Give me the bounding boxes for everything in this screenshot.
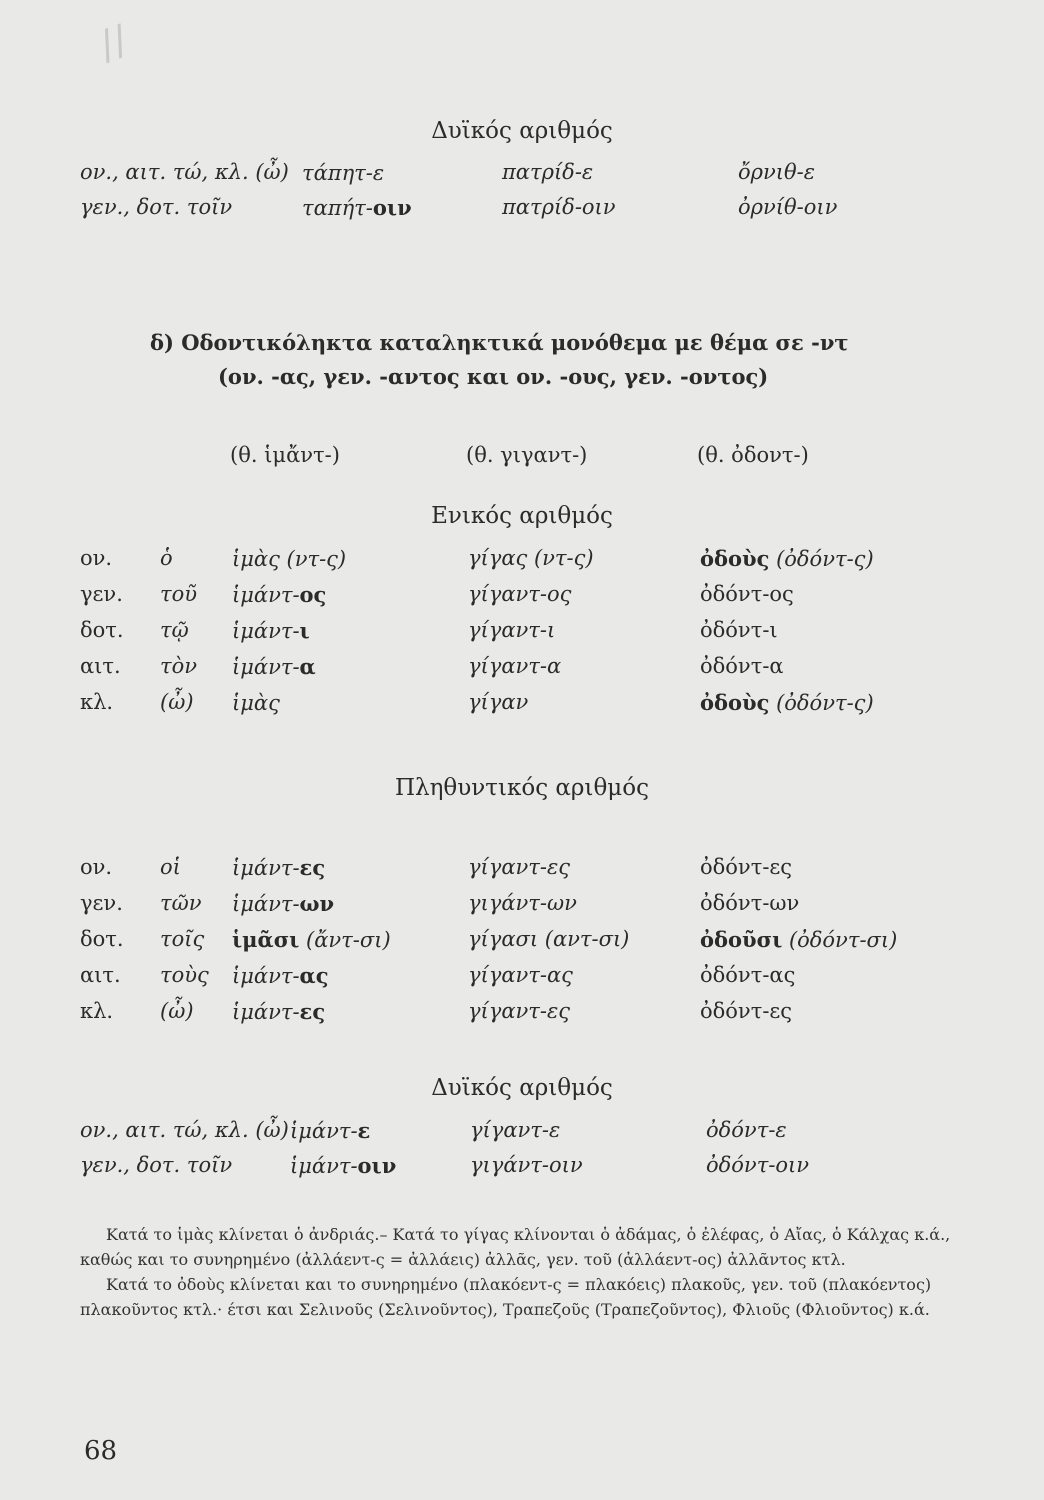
plural-row: [0, 891, 1044, 921]
case-label: κλ.: [80, 690, 114, 714]
case-label: δοτ.: [80, 618, 124, 642]
form-gigas: γίγαντ-ας: [468, 963, 573, 987]
case-label: κλ.: [80, 999, 114, 1023]
page-number: 68: [84, 1436, 118, 1466]
singular-row: [0, 546, 1044, 576]
scan-mark: //: [92, 16, 135, 70]
dual-top-row-2: [0, 195, 1044, 225]
case-label: γεν., δοτ. τοῖν: [80, 1153, 233, 1177]
case-label: αιτ.: [80, 963, 121, 987]
case-label: γεν.: [80, 891, 123, 915]
plural-row: [0, 963, 1044, 993]
form-odous: ὀδόντ-ες: [700, 855, 793, 879]
form-odous: ὀδοὺς (ὀδόντ-ς): [700, 546, 874, 571]
article: τὸν: [160, 654, 198, 678]
form-gigas: γίγας (ντ-ς): [468, 546, 594, 570]
article: τοὺς: [160, 963, 209, 987]
form-imas: ἱμάντ-ος: [232, 582, 327, 607]
form-odous: ὀδόντ-ος: [700, 582, 794, 606]
stem-imas: (θ. ἱμἄντ-): [230, 443, 340, 467]
form-odous: ὀδόντ-ι: [700, 618, 778, 642]
form-gigas: γίγαντ-ε: [470, 1118, 561, 1142]
dual-heading-bottom: Δυϊκός αριθμός: [431, 1075, 613, 1101]
case-label: ον., αιτ. τώ, κλ. (ὦ): [80, 160, 289, 184]
form-imas: ἱμὰς (ντ-ς): [232, 547, 347, 571]
form-odous: ὀδόντ-ων: [700, 891, 800, 915]
form-ornis: ὄρνιθ-ε: [738, 160, 815, 184]
form-imas: ἱμᾶσι (ἄντ-σι): [232, 927, 391, 952]
plural-row: [0, 927, 1044, 957]
note-1: Κατά το ἱμὰς κλίνεται ὁ ἀνδριάς.– Κατά το γίγας κλίνονται ὁ ἀδάμας, ὁ ἐλέφας, ὁ Αἴας, ὁ Κάλχας κ.ά., καθώς και το συνηρημένο (ἀλλάεντ-ς = ἀλλάεις) ἀλλᾶς, γεν. τοῦ (ἀλλάεντ-ος) ἀλλᾶντος κτλ.: [80, 1225, 951, 1269]
case-label: ον.: [80, 855, 113, 879]
form-imas: ἱμάντ-ων: [232, 891, 335, 916]
article: οἱ: [160, 855, 181, 879]
dual-bottom-row-2: [0, 1153, 1044, 1183]
dual-top-row-1: [0, 160, 1044, 190]
plural-row: [0, 999, 1044, 1029]
form-tapes: ταπήτ-οιν: [302, 195, 412, 220]
form-gigas: γιγάντ-οιν: [470, 1153, 583, 1177]
form-gigas: γίγαντ-ες: [468, 855, 571, 879]
form-patris: πατρίδ-ε: [502, 160, 594, 184]
form-gigas: γίγαν: [468, 690, 529, 714]
form-gigas: γίγασι (αντ-σι): [468, 927, 630, 951]
case-label: δοτ.: [80, 927, 124, 951]
form-imas: ἱμάντ-ε: [290, 1118, 371, 1143]
article: ὁ: [160, 546, 173, 570]
form-gigas: γιγάντ-ων: [468, 891, 577, 915]
form-odous: ὀδόντ-ε: [706, 1118, 787, 1142]
dual-bottom-row-1: [0, 1118, 1044, 1148]
singular-row: [0, 618, 1044, 648]
dual-heading-top: Δυϊκός αριθμός: [431, 118, 613, 144]
singular-row: [0, 690, 1044, 720]
form-odous: ὀδόντ-ες: [700, 999, 793, 1023]
article: (ὦ): [160, 690, 194, 714]
article: τῶν: [160, 891, 202, 915]
case-label: ον.: [80, 546, 113, 570]
case-label: γεν., δοτ. τοῖν: [80, 195, 233, 219]
section-subtitle: (ον. -ας, γεν. -αντος και ον. -ους, γεν. -οντος): [218, 364, 769, 389]
article: τῷ: [160, 618, 189, 642]
form-gigas: γίγαντ-ι: [468, 618, 556, 642]
form-imas: ἱμάντ-ες: [232, 855, 326, 880]
form-imas: ἱμάντ-ας: [232, 963, 329, 988]
form-imas: ἱμάντ-α: [232, 654, 316, 679]
stem-gigas: (θ. γιγαντ-): [466, 443, 588, 467]
article: τοῖς: [160, 927, 205, 951]
form-gigas: γίγαντ-ος: [468, 582, 572, 606]
form-imas: ἱμὰς: [232, 691, 280, 715]
form-gigas: γίγαντ-α: [468, 654, 562, 678]
form-imas: ἱμάντ-ι: [232, 618, 310, 643]
note-2: Κατά το ὀδοὺς κλίνεται και το συνηρημένο (πλακόεντ-ς = πλακόεις) πλακοῦς, γεν. τοῦ (πλακόεντος) πλακοῦντος κτλ.· έτσι και Σελινοῦς (Σελινοῦντος), Τραπεζοῦς (Τραπεζοῦντος), Φλιοῦς (Φλιοῦντος) κ.ά.: [80, 1275, 932, 1319]
plural-heading: Πληθυντικός αριθμός: [395, 775, 649, 801]
case-label: αιτ.: [80, 654, 121, 678]
form-odous: ὀδόντ-ας: [700, 963, 796, 987]
form-ornis: ὀρνίθ-οιν: [738, 195, 838, 219]
form-odous: ὀδόντ-οιν: [706, 1153, 810, 1177]
article: (ὦ): [160, 999, 194, 1023]
form-odous: ὀδοῦσι (ὀδόντ-σι): [700, 927, 898, 952]
form-imas: ἱμάντ-ες: [232, 999, 326, 1024]
singular-row: [0, 654, 1044, 684]
plural-row: [0, 855, 1044, 885]
footnotes: [80, 1222, 970, 1322]
stem-odous: (θ. ὀδοντ-): [697, 443, 809, 467]
case-label: ον., αιτ. τώ, κλ. (ὦ): [80, 1118, 289, 1142]
stems-row: [0, 443, 1044, 473]
form-odous: ὀδόντ-α: [700, 654, 784, 678]
article: τοῦ: [160, 582, 198, 606]
case-label: γεν.: [80, 582, 123, 606]
form-patris: πατρίδ-οιν: [502, 195, 616, 219]
form-tapes: τάπητ-ε: [302, 161, 385, 185]
singular-heading: Ενικός αριθμός: [431, 503, 613, 529]
section-title: δ) Οδοντικόληκτα καταληκτικά μονόθεμα με θέμα σε -ντ: [150, 330, 849, 355]
form-imas: ἱμάντ-οιν: [290, 1153, 397, 1178]
form-odous: ὀδοὺς (ὀδόντ-ς): [700, 690, 874, 715]
form-gigas: γίγαντ-ες: [468, 999, 571, 1023]
singular-row: [0, 582, 1044, 612]
